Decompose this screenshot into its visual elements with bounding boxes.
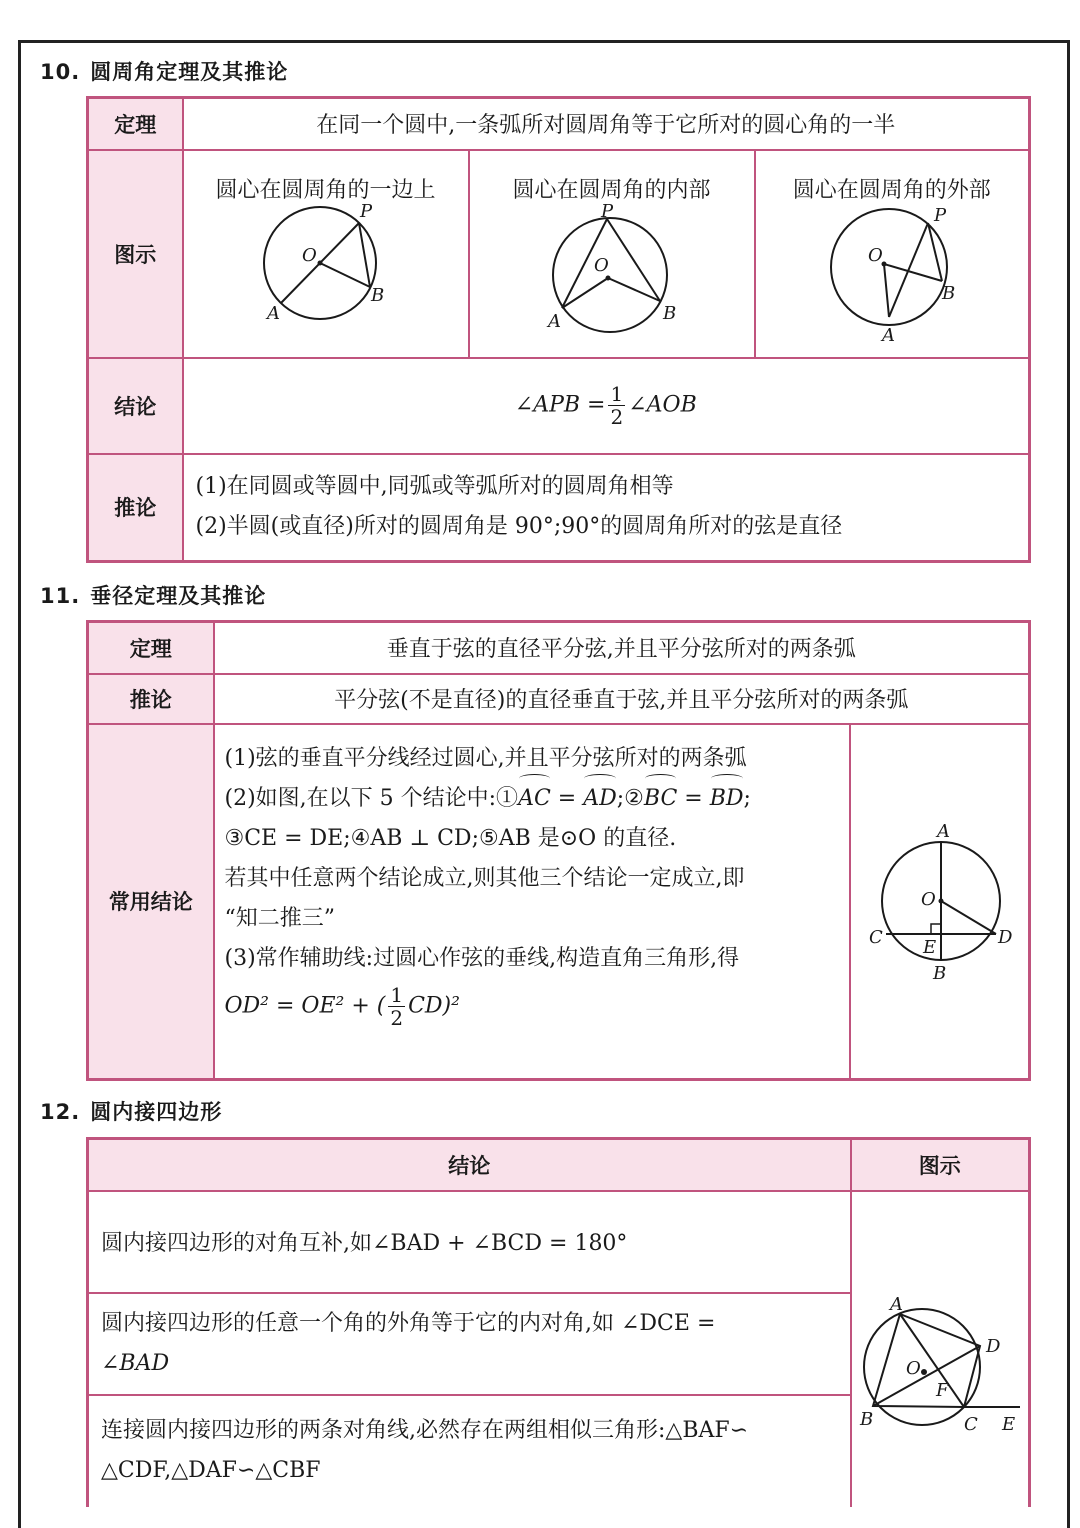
label-O: O [920, 888, 936, 910]
text-line: 圆内接四边形的任意一个角的外角等于它的内对角,如 ∠DCE = [101, 1310, 716, 1336]
label-A: A [881, 324, 895, 346]
section-11-title [40, 580, 266, 610]
text-run: = [550, 785, 584, 811]
figure-cyclic-quadrilateral [851, 1191, 1030, 1507]
formula-lhs: ∠APB = [514, 392, 606, 418]
label-B: B [932, 962, 946, 984]
section-number: 11. [40, 584, 81, 608]
table-row [88, 454, 1030, 562]
label-E: E [1001, 1413, 1015, 1435]
conclusion-line: (1)弦的垂直平分线经过圆心,并且平分弦所对的两条弧 [224, 745, 747, 771]
text-line: △CDF,△DAF∽△CBF [101, 1458, 321, 1483]
label-P: P [933, 204, 946, 226]
table-row [88, 622, 1030, 674]
label-A: A [547, 310, 561, 332]
section-12-title [40, 1096, 222, 1126]
fraction-denominator: 2 [390, 1005, 404, 1030]
table-perpendicular-diameter [86, 620, 1031, 1081]
formula-lhs: OD² = OE² + ( [224, 993, 386, 1018]
table-inscribed-angle [86, 96, 1031, 563]
circle-diagram-chord [851, 725, 1031, 1081]
arc-BC: BC [644, 779, 677, 819]
text-line: ∠BAD [101, 1350, 170, 1376]
arc-BD: BD [710, 779, 744, 819]
column-header: 图示 [851, 1139, 1030, 1191]
row-label: 定理 [88, 98, 183, 150]
label-D: D [985, 1335, 1000, 1357]
fraction-numerator: 1 [610, 382, 624, 406]
label-D: D [997, 926, 1012, 948]
formula-rhs: CD)² [408, 993, 460, 1018]
table-row [88, 98, 1030, 150]
label-B: B [859, 1408, 873, 1430]
text-run: (2)如图,在以下 5 个结论中:① [224, 785, 519, 811]
conclusion-formula [183, 358, 1030, 454]
table-row [88, 358, 1030, 454]
theorem-text: 垂直于弦的直径平分弦,并且平分弦所对的两条弧 [214, 622, 1030, 674]
fraction-numerator: 1 [390, 982, 404, 1007]
arc-AD: AD [583, 779, 617, 819]
label-O: O [593, 254, 609, 276]
label-A: A [266, 302, 280, 324]
conclusion-line: (3)常作辅助线:过圆心作弦的垂线,构造直角三角形,得 [224, 945, 740, 971]
conclusion-cell: 圆内接四边形的对角互补,如∠BAD + ∠BCD = 180° [88, 1191, 851, 1293]
table-header-row [88, 1139, 1030, 1191]
table-row [88, 674, 1030, 724]
formula-line [224, 982, 849, 1030]
label-O: O [301, 244, 317, 266]
label-A: A [889, 1293, 903, 1315]
circle-diagram-3 [756, 151, 1031, 359]
corollary-text [183, 454, 1030, 562]
section-number: 12. [40, 1100, 81, 1124]
figure-center-on-side [183, 150, 469, 358]
row-label: 推论 [88, 674, 214, 724]
corollary-text: 平分弦(不是直径)的直径垂直于弦,并且平分弦所对的两条弧 [214, 674, 1030, 724]
label-B: B [370, 284, 384, 306]
section-heading: 圆内接四边形 [90, 1100, 223, 1124]
label-F: F [935, 1379, 948, 1401]
circle-diagram-quadrilateral [852, 1192, 1031, 1512]
row-label: 推论 [88, 454, 183, 562]
conclusion-line: 若其中任意两个结论成立,则其他三个结论一定成立,即 [224, 865, 745, 891]
section-heading: 圆周角定理及其推论 [90, 60, 289, 84]
table-row [88, 724, 1030, 1080]
conclusion-line: ③CE = DE;④AB ⊥ CD;⑤AB 是⊙O 的直径. [224, 825, 677, 851]
fraction-denominator: 2 [610, 405, 624, 429]
figure-caption: 圆心在圆周角的一边上 [215, 177, 436, 203]
label-B: B [941, 282, 955, 304]
row-label: 图示 [88, 150, 183, 358]
circle-diagram-2 [470, 151, 756, 359]
conclusion-line: “知二推三” [224, 905, 335, 931]
label-B: B [662, 302, 676, 324]
figure-perpendicular-diameter [850, 724, 1030, 1080]
corollary-line: (1)在同圆或等圆中,同弧或等弧所对的圆周角相等 [195, 474, 674, 500]
label-P: P [600, 200, 613, 222]
text-run: = [677, 785, 710, 811]
label-P: P [359, 200, 372, 222]
corollary-line: (2)半圆(或直径)所对的圆周角是 90°;90°的圆周角所对的弦是直径 [195, 514, 843, 540]
label-C: C [868, 926, 883, 948]
figure-center-inside [469, 150, 755, 358]
conclusion-line [225, 779, 849, 819]
label-C: C [963, 1413, 978, 1435]
figure-caption: 圆心在圆周角的内部 [512, 177, 711, 203]
conclusion-cell [88, 1395, 851, 1507]
arc-AC: AC [518, 779, 551, 819]
conclusion-cell [88, 1293, 851, 1395]
formula-rhs: ∠AOB [628, 392, 697, 418]
theorem-text: 在同一个圆中,一条弧所对圆周角等于它所对的圆心角的一半 [183, 98, 1030, 150]
section-number: 10. [40, 60, 81, 84]
label-O: O [867, 244, 883, 266]
section-10-title [40, 56, 288, 86]
section-heading: 垂径定理及其推论 [90, 584, 267, 608]
common-conclusions [214, 724, 850, 1080]
row-label: 常用结论 [88, 724, 214, 1080]
text-run: ; [743, 785, 751, 811]
circle-diagram-1 [184, 151, 470, 359]
label-O: O [905, 1357, 921, 1379]
fraction [608, 384, 625, 427]
figure-center-outside [755, 150, 1030, 358]
text-run: ;② [616, 785, 644, 811]
label-A: A [936, 820, 950, 842]
row-label: 结论 [88, 358, 183, 454]
label-E: E [922, 936, 936, 958]
table-cyclic-quadrilateral [86, 1137, 1031, 1507]
text-line: 连接圆内接四边形的两条对角线,必然存在两组相似三角形:△BAF∽ [101, 1418, 749, 1443]
row-label: 定理 [88, 622, 214, 674]
fraction [388, 982, 405, 1030]
column-header: 结论 [88, 1139, 851, 1191]
table-row [88, 150, 1030, 358]
table-row [88, 1191, 1030, 1293]
figure-caption: 圆心在圆周角的外部 [792, 177, 991, 203]
